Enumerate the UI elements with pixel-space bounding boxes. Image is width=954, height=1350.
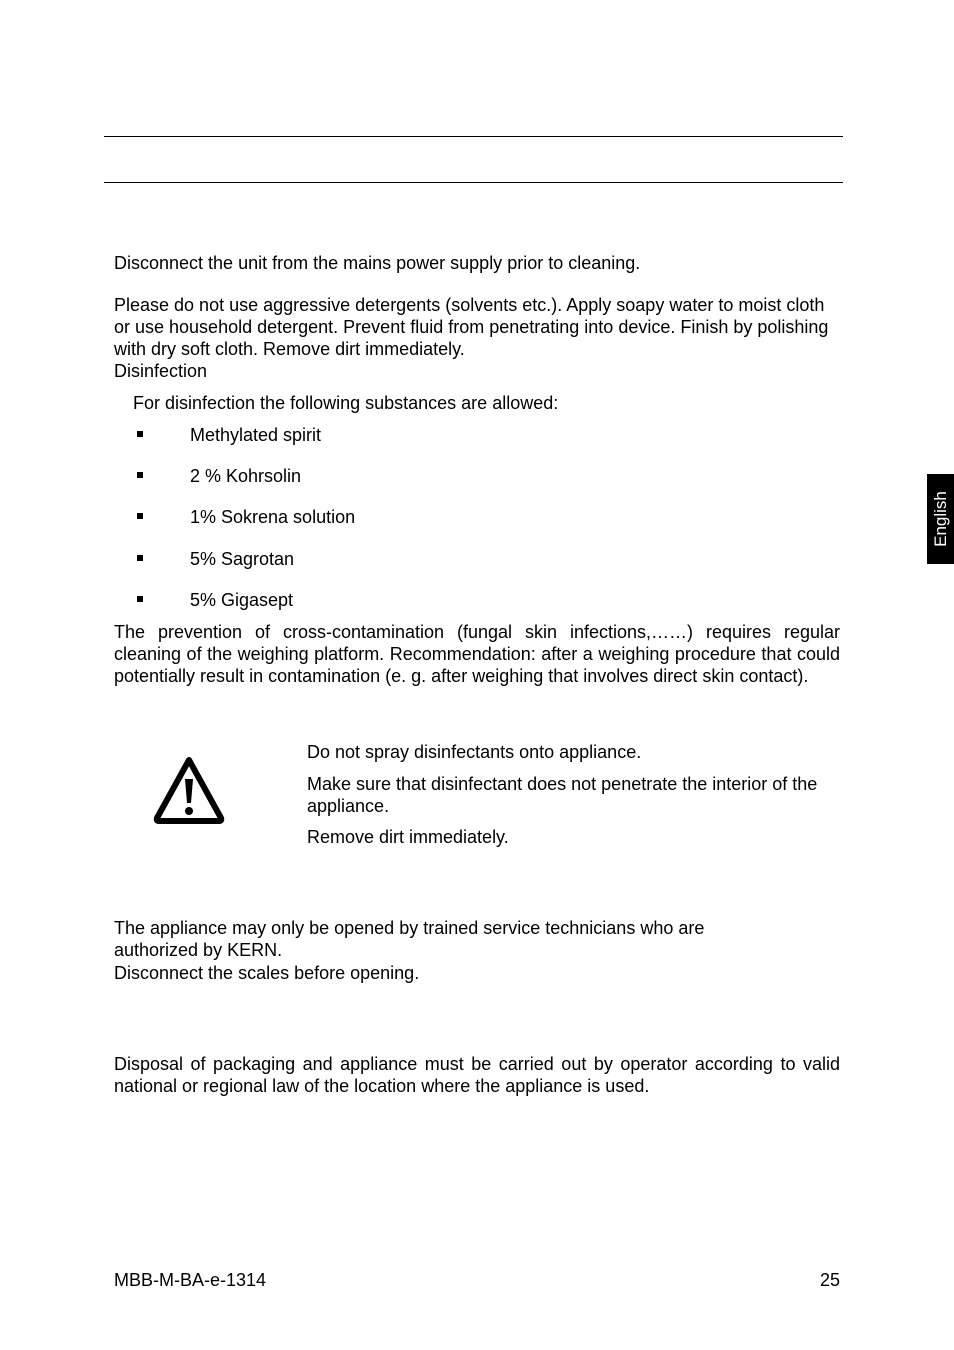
footer-doc-id: MBB-M-BA-e-1314 — [114, 1270, 267, 1290]
cross-contamination-text: The prevention of cross-contamination (fungal skin infections,……) requires regular cleaning of the weighing platform. Recommendation: after a weighing procedure that could potentially result in contamination (e. g. after weighing that involves direct skin contact). — [114, 622, 840, 686]
bullet-marker — [137, 596, 143, 602]
language-tab — [927, 474, 954, 564]
substance-label: 1% Sokrena solution — [190, 507, 356, 527]
warning-triangle-icon — [152, 755, 226, 825]
cleaning-detergent-text: Please do not use aggressive detergents (solvents etc.). Apply soapy water to moist cloth or use household detergent. Prevent fluid from penetrating into device. Finish by polishing with dry soft cloth. Remove dirt immediately. — [114, 295, 829, 359]
cleaning-disconnect-text: Disconnect the unit from the mains power supply prior to cleaning. — [114, 253, 641, 273]
bullet-marker — [137, 555, 143, 561]
warning-remove-dirt-text: Remove dirt immediately. — [307, 827, 509, 847]
substance-label: 5% Gigasept — [190, 590, 294, 610]
warning-no-spray-text: Do not spray disinfectants onto appliance. — [307, 742, 642, 762]
servicing-text: The appliance may only be opened by trained service technicians who are authorized by KERN. — [114, 918, 705, 960]
bullet-marker — [137, 431, 143, 437]
warning-interior-text: Make sure that disinfectant does not penetrate the interior of the appliance. — [307, 774, 818, 816]
header-rule-top — [104, 136, 843, 137]
substance-label: 2 % Kohrsolin — [190, 466, 302, 486]
disinfection-label: Disinfection — [114, 361, 208, 381]
disposal-text: Disposal of packaging and appliance must be carried out by operator according to valid national or regional law of the location where the appliance is used. — [114, 1054, 840, 1096]
disinfection-intro: For disinfection the following substances are allowed: — [133, 393, 559, 413]
language-tab-label: English — [930, 491, 950, 547]
servicing-disconnect-text: Disconnect the scales before opening. — [114, 963, 420, 983]
header-rule-bottom — [104, 182, 843, 183]
substance-label: 5% Sagrotan — [190, 549, 295, 569]
bullet-marker — [137, 472, 143, 478]
footer-page-number: 25 — [819, 1270, 840, 1290]
bullet-marker — [137, 513, 143, 519]
substance-label: Methylated spirit — [190, 425, 322, 445]
